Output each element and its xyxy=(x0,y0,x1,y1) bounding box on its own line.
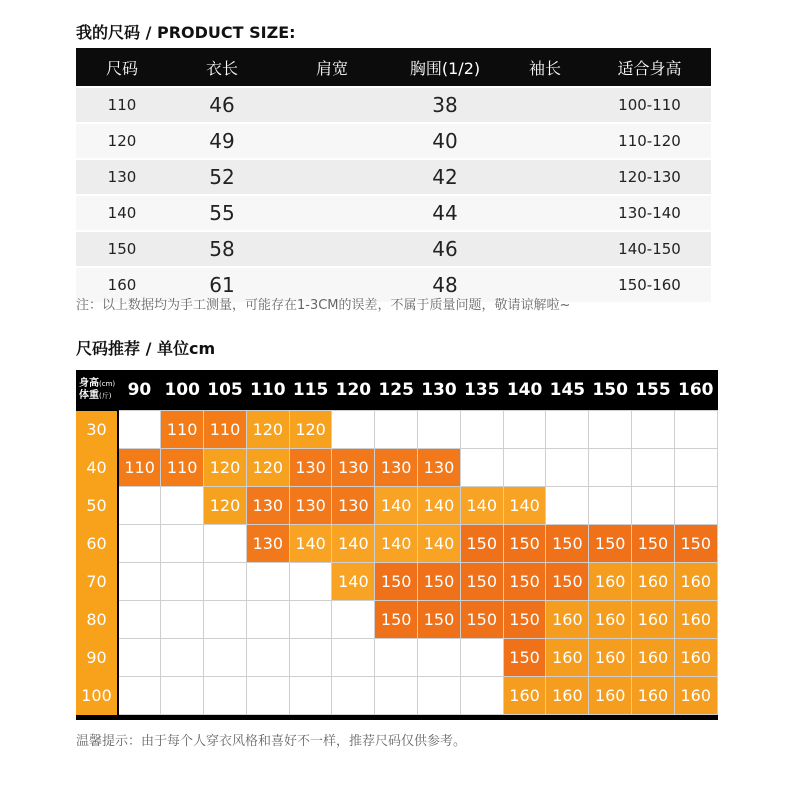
size-cell-sleeve xyxy=(502,195,588,231)
size-cell-height: 120-130 xyxy=(588,159,711,195)
size-cell-shoulder xyxy=(276,123,388,159)
empty-cell xyxy=(674,449,717,487)
recommended-size-cell: 150 xyxy=(632,525,675,563)
recommended-size-cell: 140 xyxy=(375,487,418,525)
recommended-size-cell: 150 xyxy=(503,563,546,601)
header-height: 适合身高 xyxy=(588,48,711,87)
weight-label-cell: 100 xyxy=(76,677,118,715)
size-table-header-row xyxy=(76,48,711,87)
recommended-size-cell: 130 xyxy=(418,449,461,487)
recommended-size-cell: 150 xyxy=(589,525,632,563)
height-header-cell: 130 xyxy=(418,370,461,411)
height-header-row xyxy=(76,370,717,411)
height-header-cell: 100 xyxy=(161,370,204,411)
size-table-row xyxy=(76,231,711,267)
size-cell-length: 46 xyxy=(168,87,276,123)
height-header-cell: 140 xyxy=(503,370,546,411)
empty-cell xyxy=(632,487,675,525)
empty-cell xyxy=(161,601,204,639)
empty-cell xyxy=(589,487,632,525)
empty-cell xyxy=(246,639,289,677)
empty-cell xyxy=(632,449,675,487)
recommended-size-cell: 160 xyxy=(674,601,717,639)
size-cell-shoulder xyxy=(276,87,388,123)
empty-cell xyxy=(375,677,418,715)
recommended-size-cell: 130 xyxy=(246,487,289,525)
empty-cell xyxy=(204,525,247,563)
size-table-row xyxy=(76,87,711,123)
header-length: 衣长 xyxy=(168,48,276,87)
height-header-cell: 155 xyxy=(632,370,675,411)
recommended-size-cell: 150 xyxy=(418,563,461,601)
recommended-size-cell: 110 xyxy=(161,449,204,487)
size-cell-length: 55 xyxy=(168,195,276,231)
size-cell-shoulder xyxy=(276,159,388,195)
recommended-size-cell: 140 xyxy=(332,525,375,563)
empty-cell xyxy=(332,601,375,639)
empty-cell xyxy=(118,411,161,449)
weight-label-cell: 30 xyxy=(76,411,118,449)
recommended-size-cell: 110 xyxy=(118,449,161,487)
height-header-cell: 120 xyxy=(332,370,375,411)
height-header-cell: 145 xyxy=(546,370,589,411)
height-header-cell: 125 xyxy=(375,370,418,411)
weight-label-cell: 70 xyxy=(76,563,118,601)
recommended-size-cell: 120 xyxy=(289,411,332,449)
weight-unit: (斤) xyxy=(99,392,112,401)
height-header-cell: 110 xyxy=(246,370,289,411)
recommended-size-cell: 130 xyxy=(332,449,375,487)
recommended-size-cell: 160 xyxy=(589,639,632,677)
empty-cell xyxy=(161,563,204,601)
recommended-size-cell: 160 xyxy=(546,677,589,715)
empty-cell xyxy=(503,449,546,487)
height-header-cell: 150 xyxy=(589,370,632,411)
height-unit: (cm) xyxy=(99,380,116,389)
empty-cell xyxy=(375,639,418,677)
recommended-size-cell: 150 xyxy=(418,601,461,639)
recommended-size-cell: 160 xyxy=(589,677,632,715)
height-header-cell: 135 xyxy=(460,370,503,411)
recommended-size-cell: 140 xyxy=(418,487,461,525)
empty-cell xyxy=(118,677,161,715)
size-table-row xyxy=(76,159,711,195)
recommended-size-cell: 150 xyxy=(546,563,589,601)
recommendation-note: 温馨提示：由于每个人穿衣风格和喜好不一样，推荐尺码仅供参考。 xyxy=(76,734,467,749)
recommended-size-cell: 120 xyxy=(204,487,247,525)
empty-cell xyxy=(589,411,632,449)
empty-cell xyxy=(289,563,332,601)
empty-cell xyxy=(460,449,503,487)
empty-cell xyxy=(118,601,161,639)
size-cell-sleeve xyxy=(502,87,588,123)
empty-cell xyxy=(674,487,717,525)
empty-cell xyxy=(632,411,675,449)
recommended-size-cell: 130 xyxy=(289,487,332,525)
recommended-size-cell: 110 xyxy=(204,411,247,449)
size-cell-size: 130 xyxy=(76,159,168,195)
height-header-cell: 115 xyxy=(289,370,332,411)
recommended-size-cell: 150 xyxy=(460,563,503,601)
size-cell-size: 140 xyxy=(76,195,168,231)
size-cell-height: 140-150 xyxy=(588,231,711,267)
size-cell-chest: 40 xyxy=(388,123,502,159)
size-cell-shoulder xyxy=(276,195,388,231)
height-header-cell: 90 xyxy=(118,370,161,411)
recommended-size-cell: 160 xyxy=(503,677,546,715)
size-cell-size: 150 xyxy=(76,231,168,267)
recommended-size-cell: 160 xyxy=(589,563,632,601)
empty-cell xyxy=(204,563,247,601)
size-cell-chest: 38 xyxy=(388,87,502,123)
recommended-size-cell: 160 xyxy=(632,601,675,639)
size-cell-sleeve xyxy=(502,123,588,159)
recommended-size-cell: 160 xyxy=(546,601,589,639)
size-section-title: 我的尺码 / PRODUCT SIZE: xyxy=(76,23,296,42)
header-sleeve: 袖长 xyxy=(502,48,588,87)
recommended-size-cell: 160 xyxy=(632,639,675,677)
weight-row xyxy=(76,411,717,449)
empty-cell xyxy=(118,525,161,563)
empty-cell xyxy=(161,525,204,563)
recommended-size-cell: 130 xyxy=(246,525,289,563)
recommended-size-cell: 120 xyxy=(246,411,289,449)
empty-cell xyxy=(546,449,589,487)
height-label: 身高 xyxy=(79,378,99,390)
empty-cell xyxy=(674,411,717,449)
recommended-size-cell: 140 xyxy=(418,525,461,563)
recommended-size-cell: 150 xyxy=(375,563,418,601)
recommended-size-cell: 130 xyxy=(332,487,375,525)
size-cell-chest: 42 xyxy=(388,159,502,195)
recommended-size-cell: 120 xyxy=(204,449,247,487)
size-cell-height: 150-160 xyxy=(588,267,711,302)
weight-row xyxy=(76,639,717,677)
empty-cell xyxy=(332,639,375,677)
empty-cell xyxy=(546,411,589,449)
weight-label-cell: 60 xyxy=(76,525,118,563)
height-header-cell: 160 xyxy=(674,370,717,411)
empty-cell xyxy=(375,411,418,449)
empty-cell xyxy=(289,639,332,677)
empty-cell xyxy=(460,677,503,715)
size-cell-length: 49 xyxy=(168,123,276,159)
height-header-cell: 105 xyxy=(204,370,247,411)
recommended-size-cell: 150 xyxy=(503,601,546,639)
size-cell-chest: 46 xyxy=(388,231,502,267)
empty-cell xyxy=(332,677,375,715)
recommended-size-cell: 140 xyxy=(460,487,503,525)
size-cell-length: 58 xyxy=(168,231,276,267)
weight-label-cell: 50 xyxy=(76,487,118,525)
empty-cell xyxy=(546,487,589,525)
recommended-size-cell: 150 xyxy=(503,525,546,563)
empty-cell xyxy=(204,639,247,677)
recommended-size-cell: 150 xyxy=(460,601,503,639)
size-table-row xyxy=(76,195,711,231)
recommended-size-cell: 140 xyxy=(503,487,546,525)
empty-cell xyxy=(289,601,332,639)
size-cell-size: 160 xyxy=(76,267,168,302)
recommended-size-cell: 110 xyxy=(161,411,204,449)
recommend-section-title: 尺码推荐 / 单位cm xyxy=(76,339,216,358)
empty-cell xyxy=(332,411,375,449)
recommended-size-cell: 150 xyxy=(375,601,418,639)
weight-row xyxy=(76,525,717,563)
weight-row xyxy=(76,677,717,715)
header-size: 尺码 xyxy=(76,48,168,87)
recommended-size-cell: 140 xyxy=(289,525,332,563)
empty-cell xyxy=(161,639,204,677)
size-cell-length: 52 xyxy=(168,159,276,195)
header-chest: 胸围(1/2) xyxy=(388,48,502,87)
corner-label xyxy=(76,370,118,411)
recommended-size-cell: 160 xyxy=(674,677,717,715)
weight-row xyxy=(76,449,717,487)
weight-label-cell: 90 xyxy=(76,639,118,677)
recommended-size-cell: 150 xyxy=(503,639,546,677)
empty-cell xyxy=(460,639,503,677)
empty-cell xyxy=(118,563,161,601)
product-size-table xyxy=(76,48,711,302)
weight-label: 体重 xyxy=(79,390,99,402)
empty-cell xyxy=(418,639,461,677)
weight-row xyxy=(76,601,717,639)
recommended-size-cell: 160 xyxy=(632,563,675,601)
recommended-size-cell: 160 xyxy=(674,639,717,677)
empty-cell xyxy=(589,449,632,487)
recommended-size-cell: 120 xyxy=(246,449,289,487)
size-cell-height: 110-120 xyxy=(588,123,711,159)
recommended-size-cell: 130 xyxy=(375,449,418,487)
empty-cell xyxy=(118,487,161,525)
size-cell-sleeve xyxy=(502,159,588,195)
empty-cell xyxy=(161,487,204,525)
header-shoulder: 肩宽 xyxy=(276,48,388,87)
size-cell-chest: 48 xyxy=(388,267,502,302)
size-cell-size: 110 xyxy=(76,87,168,123)
empty-cell xyxy=(246,601,289,639)
empty-cell xyxy=(460,411,503,449)
recommended-size-cell: 160 xyxy=(546,639,589,677)
empty-cell xyxy=(246,563,289,601)
recommended-size-cell: 160 xyxy=(674,563,717,601)
size-cell-height: 130-140 xyxy=(588,195,711,231)
size-cell-size: 120 xyxy=(76,123,168,159)
weight-label-cell: 80 xyxy=(76,601,118,639)
size-table-row xyxy=(76,123,711,159)
empty-cell xyxy=(204,601,247,639)
empty-cell xyxy=(118,639,161,677)
size-cell-chest: 44 xyxy=(388,195,502,231)
recommended-size-cell: 160 xyxy=(632,677,675,715)
empty-cell xyxy=(418,411,461,449)
recommended-size-cell: 150 xyxy=(460,525,503,563)
recommendation-table xyxy=(76,370,718,715)
empty-cell xyxy=(161,677,204,715)
measurement-note: 注：以上数据均为手工测量，可能存在1-3CM的误差，不属于质量问题，敬请谅解啦~ xyxy=(76,298,571,313)
empty-cell xyxy=(418,677,461,715)
size-recommendation-chart xyxy=(76,370,718,720)
recommended-size-cell: 150 xyxy=(546,525,589,563)
recommended-size-cell: 140 xyxy=(332,563,375,601)
empty-cell xyxy=(503,411,546,449)
recommended-size-cell: 160 xyxy=(589,601,632,639)
weight-label-cell: 40 xyxy=(76,449,118,487)
recommended-size-cell: 130 xyxy=(289,449,332,487)
recommended-size-cell: 150 xyxy=(674,525,717,563)
size-cell-shoulder xyxy=(276,231,388,267)
size-cell-length: 61 xyxy=(168,267,276,302)
empty-cell xyxy=(289,677,332,715)
recommended-size-cell: 140 xyxy=(375,525,418,563)
weight-row xyxy=(76,563,717,601)
size-cell-height: 100-110 xyxy=(588,87,711,123)
size-cell-sleeve xyxy=(502,231,588,267)
empty-cell xyxy=(204,677,247,715)
weight-row xyxy=(76,487,717,525)
empty-cell xyxy=(246,677,289,715)
